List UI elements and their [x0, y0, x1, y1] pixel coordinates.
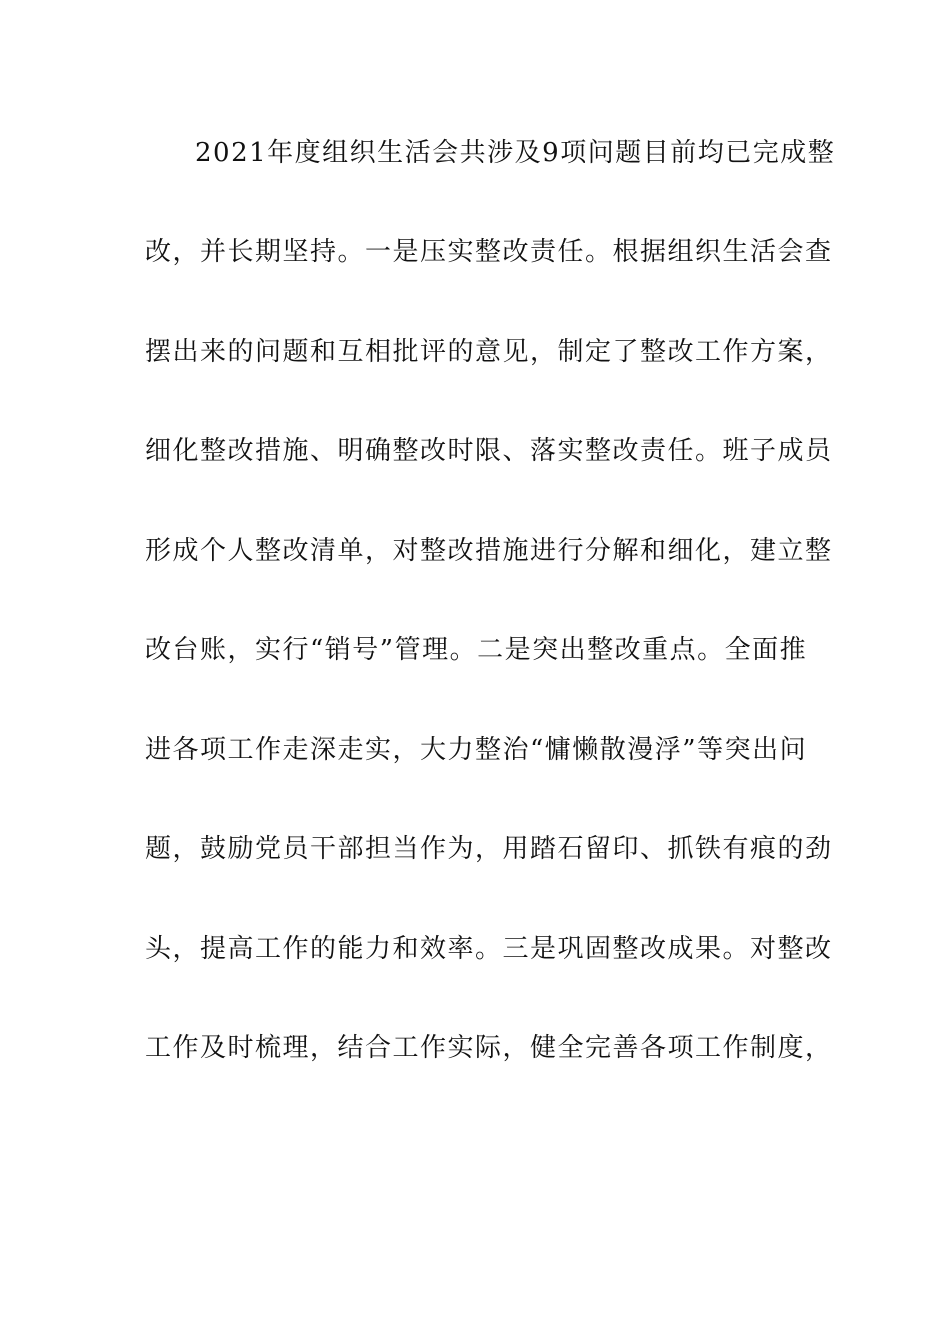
paragraph-line-9: 头，提高工作的能力和效率。三是巩固整改成果。对整改 [145, 934, 833, 964]
paragraph-line-7: 进各项工作走深走实，大力整治“慵懒散漫浮”等突出问 [145, 735, 808, 765]
paragraph-line-8: 题，鼓励党员干部担当作为，用踏石留印、抓铁有痕的劲 [145, 834, 833, 864]
paragraph-line-3: 摆出来的问题和互相批评的意见，制定了整改工作方案， [145, 337, 833, 367]
paragraph-line-4: 细化整改措施、明确整改时限、落实整改责任。班子成员 [145, 436, 833, 466]
paragraph-line-1: 2021年度组织生活会共涉及9项问题目前均已完成整 [195, 138, 836, 168]
paragraph-line-5: 形成个人整改清单，对整改措施进行分解和细化，建立整 [145, 536, 833, 566]
paragraph-line-10: 工作及时梳理，结合工作实际，健全完善各项工作制度， [145, 1033, 833, 1063]
paragraph-line-2: 改，并长期坚持。一是压实整改责任。根据组织生活会查 [145, 237, 833, 267]
paragraph-line-6: 改台账，实行“销号”管理。二是突出整改重点。全面推 [145, 635, 808, 665]
